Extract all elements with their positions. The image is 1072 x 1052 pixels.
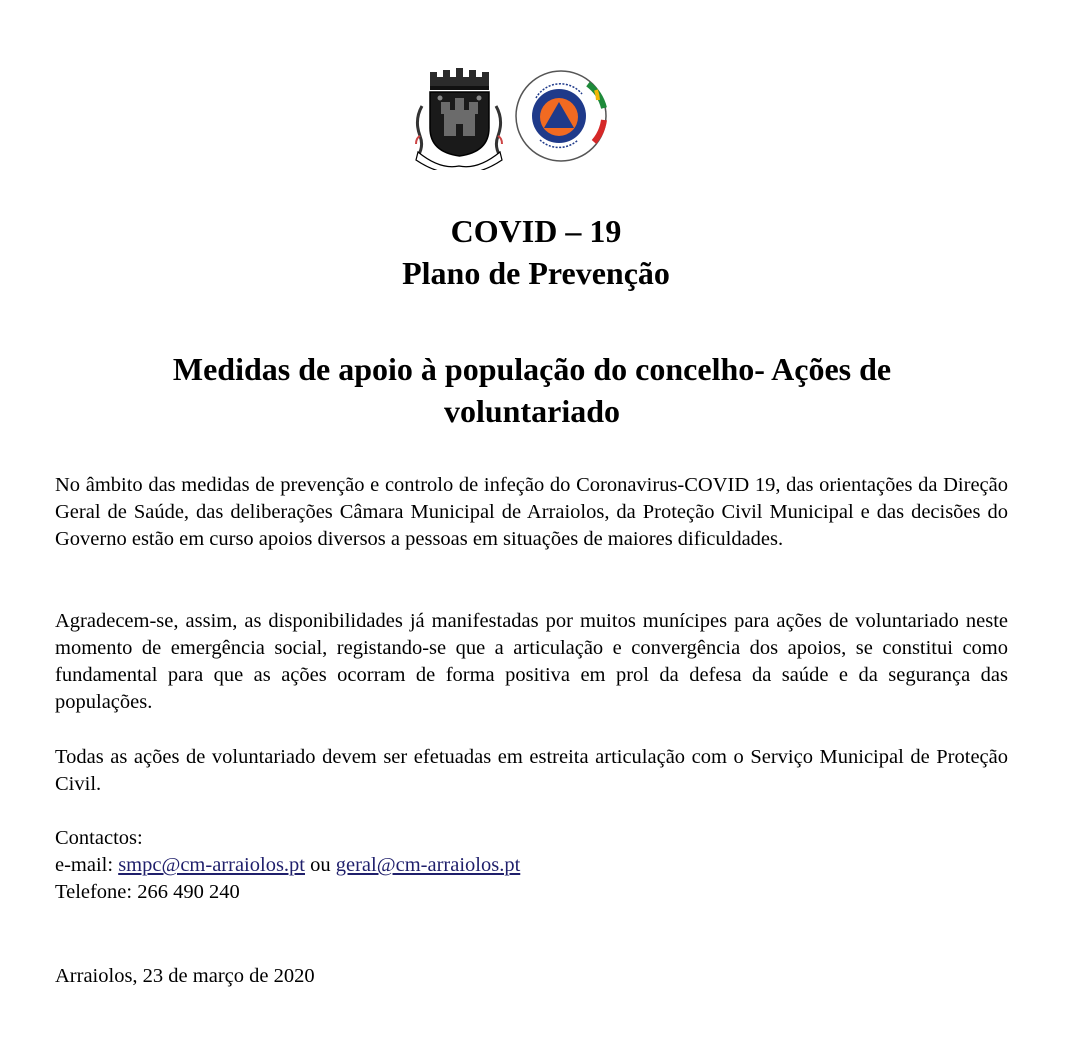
- contacts-section: [55, 825, 1008, 906]
- email-link-geral[interactable]: geral@cm-arraiolos.pt: [335, 854, 521, 876]
- contacts-heading: Contactos:: [55, 827, 143, 849]
- contacts-email-line: [55, 852, 1008, 879]
- title-line-1: COVID – 19: [450, 213, 622, 249]
- header-logos: [410, 66, 610, 170]
- email-link-smpc[interactable]: smpc@cm-arraiolos.pt: [118, 854, 305, 876]
- title-line-2: Plano de Prevenção: [402, 255, 670, 291]
- email-label: e-mail:: [55, 854, 119, 876]
- paragraph-2: Agradecem-se, assim, as disponibilidades já manifestadas por muitos munícipes para ações de voluntariado neste momento de emergência social, registando-se que a articulação e convergência dos apoios, se constitui como fundamental para que as ações ocorram de forma positiva em prol da defesa da saúde e da segurança das populações.: [55, 610, 1008, 713]
- email-connector: ou: [305, 854, 336, 876]
- civil-protection-logo: [514, 68, 608, 164]
- paragraph-1: No âmbito das medidas de prevenção e controlo de infeção do Coronavirus-COVID 19, das orientações da Direção Geral de Saúde, das deliberações Câmara Municipal de Arraiolos, da Proteção Civil Municipal e das decisões do Governo estão em curso apoios diversos a pessoas em situações de maiores dificuldades.: [55, 474, 1008, 550]
- paragraph-3: Todas as ações de voluntariado devem ser efetuadas em estreita articulação com o Serviço Municipal de Proteção Civil.: [55, 746, 1008, 795]
- document-subtitle: Medidas de apoio à população do concelho- Ações de voluntariado: [172, 351, 892, 429]
- document-title: [0, 210, 1072, 294]
- arraiolos-coat-of-arms-logo: [410, 66, 508, 170]
- contacts-phone-line: Telefone: 266 490 240: [55, 881, 240, 903]
- document-date: Arraiolos, 23 de março de 2020: [55, 965, 315, 987]
